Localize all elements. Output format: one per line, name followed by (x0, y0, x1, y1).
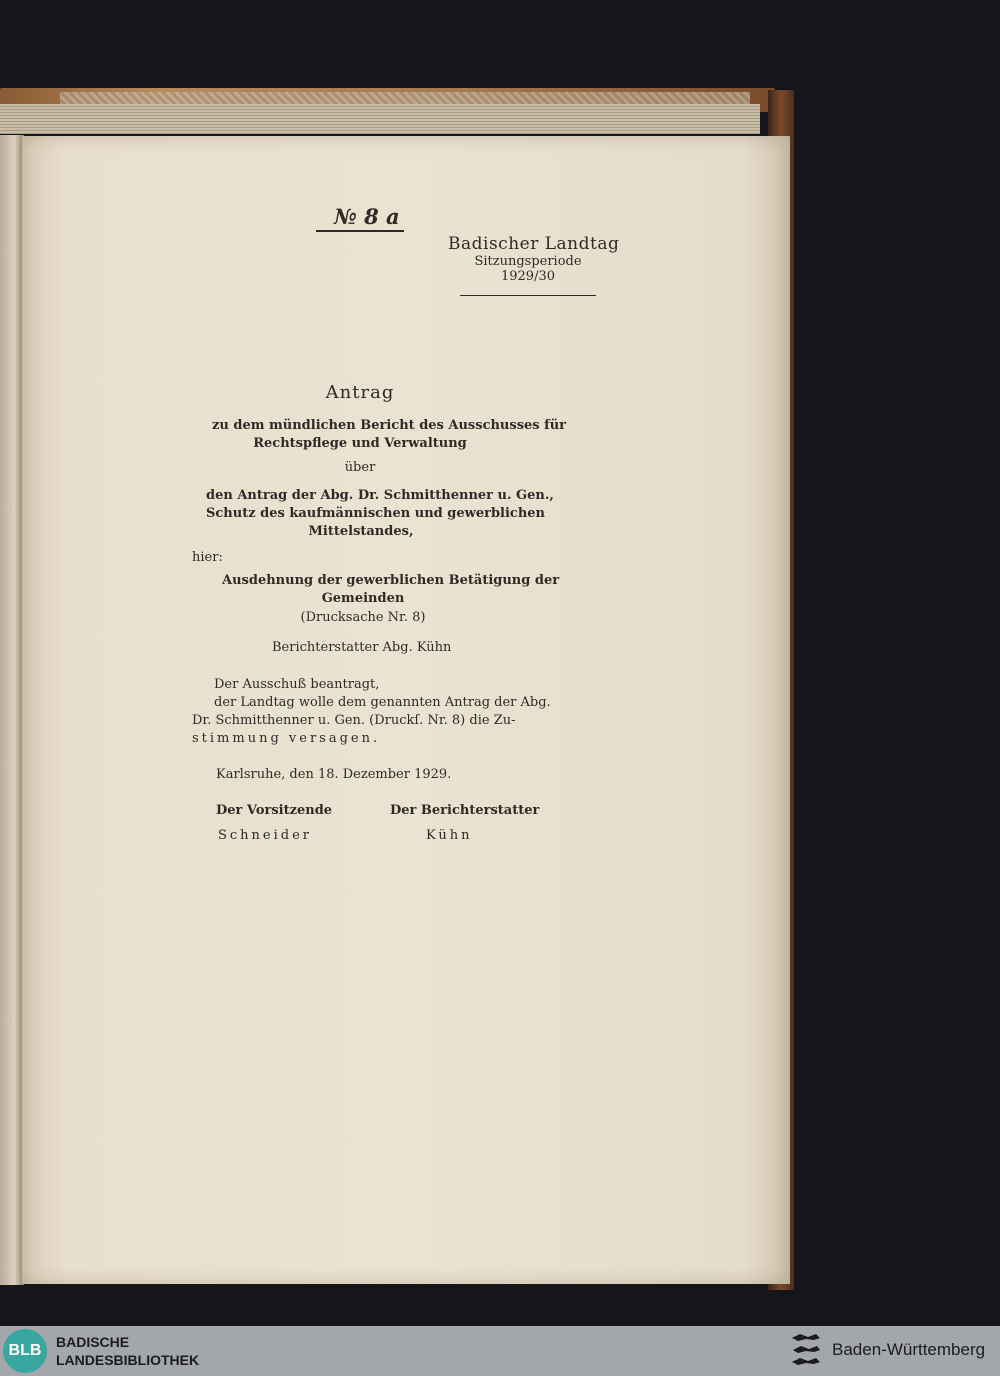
blb-logo-text: BLB (8, 1342, 42, 1359)
header-session-label: Sitzungsperiode (474, 254, 582, 269)
text-line-8: Ausdehnung der gewerblichen Betätigung der (222, 573, 560, 588)
document-number (316, 202, 404, 232)
text-line-6: Mittelstandes, (308, 524, 414, 539)
header-parliament-name: Badischer Landtag (448, 234, 620, 254)
reporter-line: Berichterstatter Abg. Kühn (272, 640, 452, 655)
document-page (22, 136, 790, 1284)
state-name[interactable]: Baden-Württemberg (832, 1340, 986, 1359)
header-rule (460, 295, 596, 296)
reporter-title: Der Berichterstatter (390, 803, 540, 818)
place-date-line: Karlsruhe, den 18. Dezember 1929. (216, 767, 452, 782)
library-name-line1: BADISCHE (56, 1334, 130, 1350)
text-line-9: Gemeinden (321, 591, 405, 606)
previous-page-edge (0, 135, 24, 1285)
reporter-name: Kühn (426, 828, 473, 843)
library-name[interactable] (56, 1333, 199, 1369)
document-title: Antrag (325, 382, 395, 403)
page-stack-edge (0, 104, 760, 134)
text-line-3: über (344, 460, 376, 475)
document-number-text: № 8 a (334, 204, 400, 229)
text-line-12: Der Ausschuß beantragt, (214, 677, 380, 692)
text-line-4: den Antrag der Abg. Dr. Schmitthenner u. Gen., (206, 488, 554, 503)
text-line-14: Dr. Schmitthenner u. Gen. (Druckſ. Nr. 8) die Zu- (192, 713, 516, 728)
library-name-line2: LANDESBIBLIOTHEK (56, 1352, 200, 1368)
text-line-5: Schutz des kaufmännischen und gewerblichen (206, 506, 546, 521)
text-line-15: stimmung versagen. (192, 731, 381, 746)
blb-logo[interactable] (3, 1329, 47, 1373)
chair-name: Schneider (218, 828, 313, 843)
chair-title: Der Vorsitzende (216, 803, 333, 818)
text-line-2: Rechtspflege und Verwaltung (253, 436, 467, 451)
text-line-7: hier: (192, 550, 223, 565)
header-session-years: 1929/30 (500, 269, 555, 284)
text-line-1: zu dem mündlichen Bericht des Ausschusses für (212, 418, 567, 433)
text-line-13: der Landtag wolle dem genannten Antrag der Abg. (214, 695, 551, 710)
parliament-header (448, 234, 620, 284)
baden-wuerttemberg-lions-icon (790, 1332, 822, 1370)
text-line-10: (Drucksache Nr. 8) (300, 610, 426, 625)
